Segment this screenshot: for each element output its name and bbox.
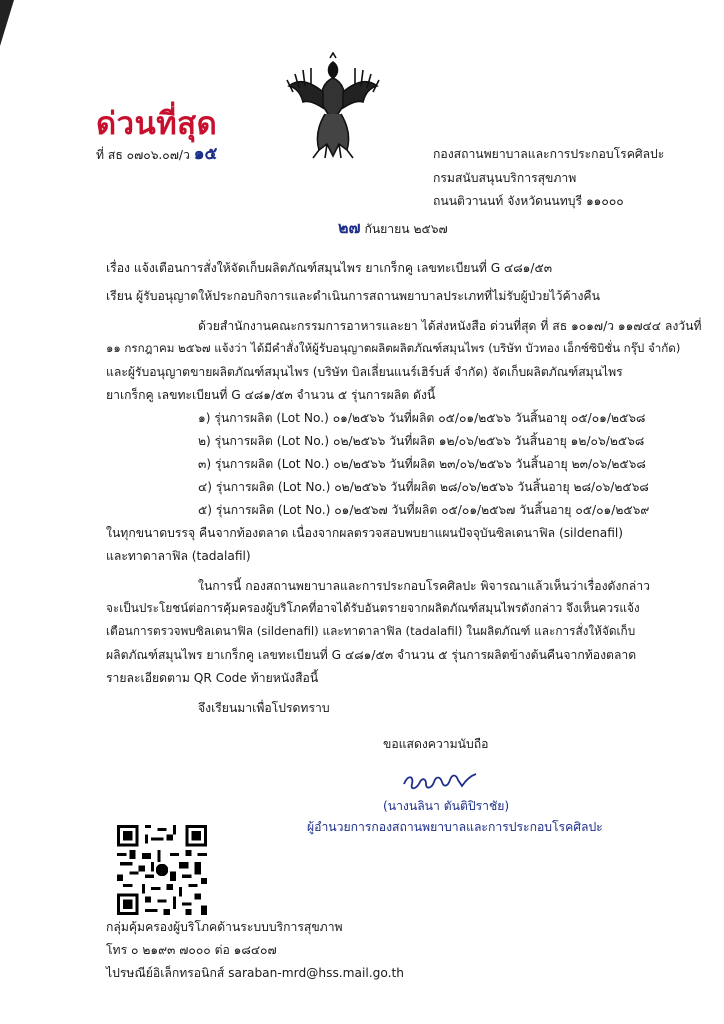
reference-prefix: ที่ สธ ๐๗๐๖.๐๗/ว [96, 148, 190, 162]
reference-handwritten-number: ๑๕ [193, 144, 218, 164]
lot-item-3: ๓) รุ่นการผลิต (Lot No.) ๐๒/๒๕๖๖ วันที่ผลิต ๒๓/๐๖/๒๕๖๖ วันสิ้นอายุ ๒๓/๐๖/๒๕๖๘ [198, 457, 646, 471]
document-date [338, 220, 448, 236]
footer-email[interactable]: ไปรษณีย์อิเล็กทรอนิกส์ saraban-mrd@hss.mail.go.th [106, 966, 405, 980]
para2-line-4: ผลิตภัณฑ์สมุนไพร ยาเกร็กคู เลขทะเบียนที่ G ๔๘๑/๕๓ จำนวน ๕ รุ่นการผลิตข้างต้นคืนจากท้องตลาด [106, 648, 637, 662]
para1-end-line-2: และทาดาลาฟิล (tadalafil) [106, 549, 251, 563]
para1-end-line-1: ในทุกขนาดบรรจุ คืนจากท้องตลาด เนื่องจากผลตรวจสอบพบยาแผนปัจจุบันซิลเดนาฟิล (sildenafil) [106, 526, 624, 540]
recipient-line: เรียน ผู้รับอนุญาตให้ประกอบกิจการและดำเนินการสถานพยาบาลประเภทที่ไม่รับผู้ป่วยไว้ค้างคืน [106, 289, 600, 303]
para1-line-4: ยาเกร็กคู เลขทะเบียนที่ G ๔๘๑/๕๓ จำนวน ๕ รุ่นการผลิต ดังนี้ [106, 388, 436, 402]
scan-mark [0, 0, 18, 48]
qr-code-icon[interactable] [117, 825, 207, 915]
closing-request: จึงเรียนมาเพื่อโปรดทราบ [198, 701, 330, 715]
footer-department: กลุ่มคุ้มครองผู้บริโภคด้านระบบบริการสุขภาพ [106, 920, 343, 934]
date-day-handwritten: ๒๗ [338, 218, 361, 237]
signature-icon [400, 768, 480, 794]
signatory-name: (นางนลินา ตันติปิราชัย) [383, 799, 510, 813]
closing-salutation: ขอแสดงความนับถือ [383, 737, 489, 751]
lot-item-5: ๕) รุ่นการผลิต (Lot No.) ๐๑/๒๕๖๗ วันที่ผลิต ๐๕/๐๑/๒๕๖๗ วันสิ้นอายุ ๐๕/๐๑/๒๕๖๙ [198, 503, 650, 517]
para1-line-2: ๑๑ กรกฎาคม ๒๕๖๗ แจ้งว่า ได้มีคำสั่งให้ผู้รับอนุญาตผลิตผลิตภัณฑ์สมุนไพร (บริษัท บัวทอง เอ็กซ์ซิบิชั่น กรุ๊ป จำกัด) [106, 341, 681, 355]
sender-line-2: กรมสนับสนุนบริการสุขภาพ [433, 171, 577, 185]
para2-line-5: รายละเอียดตาม QR Code ท้ายหนังสือนี้ [106, 671, 319, 685]
date-month-year: กันยายน ๒๕๖๗ [364, 222, 448, 236]
lot-item-2: ๒) รุ่นการผลิต (Lot No.) ๐๒/๒๕๖๖ วันที่ผลิต ๑๒/๐๖/๒๕๖๖ วันสิ้นอายุ ๑๒/๐๖/๒๕๖๘ [198, 434, 645, 448]
garuda-emblem-icon [283, 52, 383, 162]
para1-line-1: ด้วยสำนักงานคณะกรรมการอาหารและยา ได้ส่งหนังสือ ด่วนที่สุด ที่ สธ ๑๐๑๗/ว ๑๑๗๔๔ ลงวันที่ [198, 319, 702, 333]
para2-line-2: จะเป็นประโยชน์ต่อการคุ้มครองผู้บริโภคที่อาจได้รับอันตรายจากผลิตภัณฑ์สมุนไพรดังกล่าว จึงเห็นควรแจ้ง [106, 601, 640, 615]
lot-item-1: ๑) รุ่นการผลิต (Lot No.) ๐๑/๒๕๖๖ วันที่ผลิต ๐๕/๐๑/๒๕๖๖ วันสิ้นอายุ ๐๕/๐๑/๒๕๖๘ [198, 411, 646, 425]
para2-line-3: เตือนการตรวจพบซิลเดนาฟิล (sildenafil) และทาดาลาฟิล (tadalafil) ในผลิตภัณฑ์ และการสั่งให้จัดเก็บ [106, 624, 636, 638]
signatory-title: ผู้อำนวยการกองสถานพยาบาลและการประกอบโรคศิลปะ [307, 820, 603, 834]
lot-item-4: ๔) รุ่นการผลิต (Lot No.) ๐๒/๒๕๖๖ วันที่ผลิต ๒๘/๐๖/๒๕๖๖ วันสิ้นอายุ ๒๘/๐๖/๒๕๖๘ [198, 480, 649, 494]
sender-line-3: ถนนติวานนท์ จังหวัดนนทบุรี ๑๑๐๐๐ [433, 194, 624, 208]
subject-line: เรื่อง แจ้งเตือนการสั่งให้จัดเก็บผลิตภัณฑ์สมุนไพร ยาเกร็กคู เลขทะเบียนที่ G ๔๘๑/๕๓ [106, 261, 553, 275]
urgency-stamp: ด่วนที่สุด [96, 106, 218, 142]
footer-phone: โทร ๐ ๒๑๙๓ ๗๐๐๐ ต่อ ๑๘๔๐๗ [106, 943, 277, 957]
sender-line-1: กองสถานพยาบาลและการประกอบโรคศิลปะ [433, 147, 665, 161]
para2-line-1: ในการนี้ กองสถานพยาบาลและการประกอบโรคศิลปะ พิจารณาแล้วเห็นว่าเรื่องดังกล่าว [198, 579, 650, 593]
reference-number [96, 146, 217, 163]
para1-line-3: และผู้รับอนุญาตขายผลิตภัณฑ์สมุนไพร (บริษัท บิลเลี่ยนแนร์เฮิร์บส์ จำกัด) จัดเก็บผลิตภัณฑ์สมุนไพร [106, 365, 623, 379]
